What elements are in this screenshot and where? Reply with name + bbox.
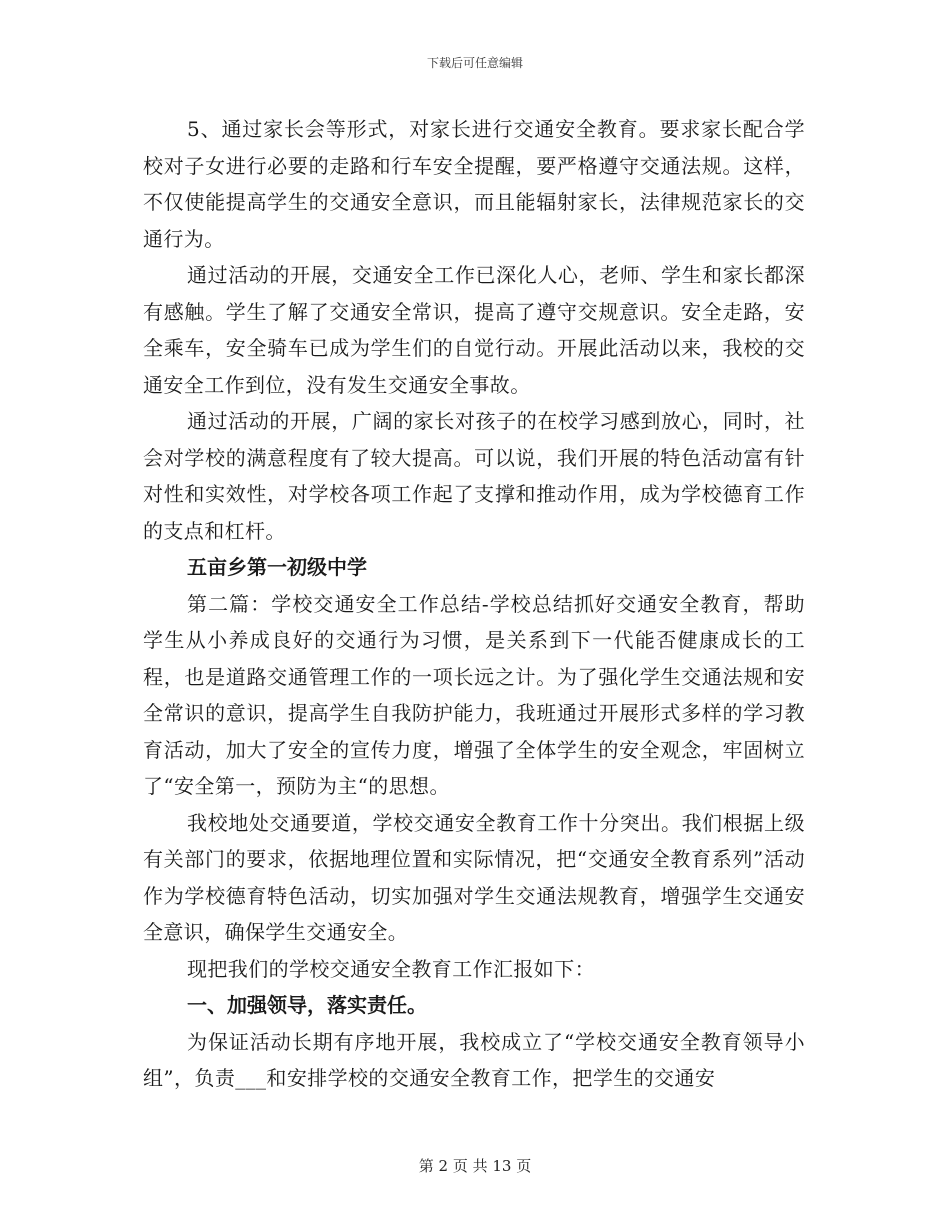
school-name: 五亩乡第一初级中学 bbox=[187, 555, 367, 579]
paragraph-activity-effect: 通过活动的开展，交通安全工作已深化人心，老师、学生和家长都深有感触。学生了解了交通安全常识，提高了遵守交规意识。安全走路，安全乘车，安全骑车已成为学生们的自觉行动。开展此活动以来，我校的交通安全工作到位，没有发生交通安全事故。 bbox=[143, 263, 805, 397]
document-body bbox=[143, 111, 805, 1097]
paragraph-parent-satisfaction: 通过活动的开展，广阔的家长对孩子的在校学习感到放心，同时，社会对学校的满意程度有了较大提高。可以说，我们开展的特色活动富有针对性和实效性，对学校各项工作起了支撑和推动作用，成为学校德育工作的支点和杠杆。 bbox=[143, 409, 805, 543]
paragraph-leadership-group: 为保证活动长期有序地开展，我校成立了“学校交通安全教育领导小组”，负责___和安排学校的交通安全教育工作，把学生的交通安 bbox=[143, 1029, 805, 1090]
section-heading-leadership: 一、加强领导，落实责任。 bbox=[187, 993, 427, 1017]
paragraph-second-article: 第二篇：学校交通安全工作总结-学校总结抓好交通安全教育，帮助学生从小养成良好的交通行为习惯，是关系到下一代能否健康成长的工程，也是道路交通管理工作的一项长远之计。为了强化学生交通法规和安全常识的意识，提高学生自我防护能力，我班通过开展形式多样的学习教育活动，加大了安全的宣传力度，增强了全体学生的安全观念，牢固树立了“安全第一，预防为主“的思想。 bbox=[143, 591, 805, 798]
paragraph-report-intro: 现把我们的学校交通安全教育工作汇报如下： bbox=[187, 956, 595, 981]
paragraph-parent-education: 5、通过家长会等形式，对家长进行交通安全教育。要求家长配合学校对子女进行必要的走路和行车安全提醒，要严格遵守交通法规。这样，不仅使能提高学生的交通安全意识，而且能辐射家长，法律规范家长的交通行为。 bbox=[143, 117, 805, 251]
paragraph-school-location: 我校地处交通要道，学校交通安全教育工作十分突出。我们根据上级有关部门的要求，依据地理位置和实际情况，把“交通安全教育系列”活动作为学校德育特色活动，切实加强对学生交通法规教育，增强学生交通安全意识，确保学生交通安全。 bbox=[143, 810, 805, 944]
page-header: 下载后可任意编辑 bbox=[426, 56, 523, 70]
page-footer: 第 2 页 共 13 页 bbox=[418, 1157, 532, 1175]
